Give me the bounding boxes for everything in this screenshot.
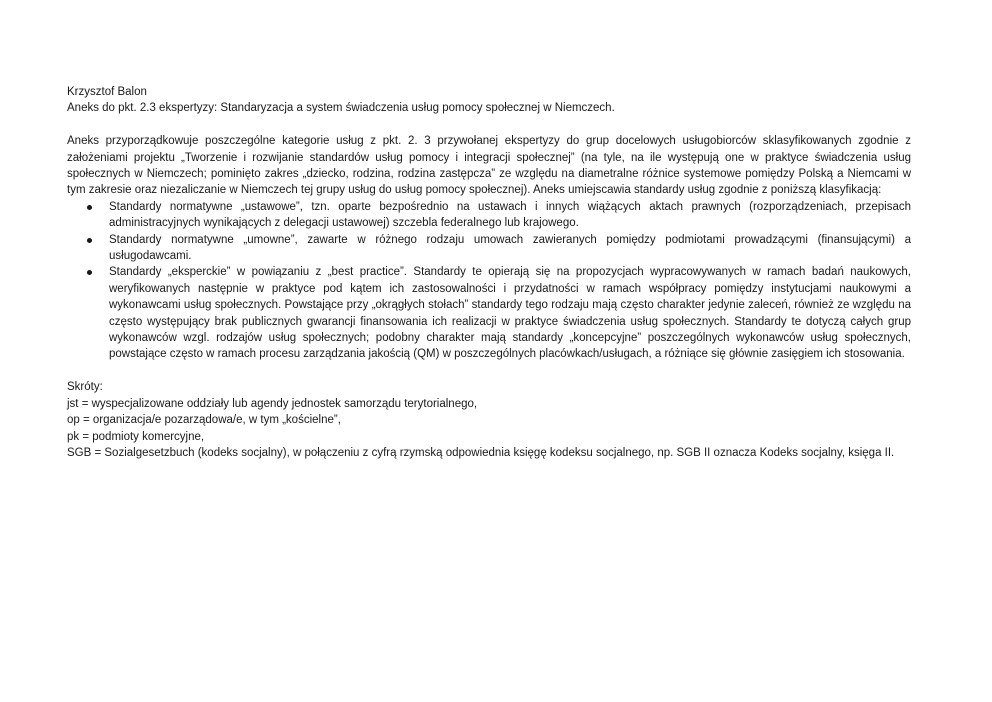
document-title: Aneks do pkt. 2.3 ekspertyzy: Standaryzacja a system świadczenia usług pomocy społecznej w Niemczech. bbox=[67, 102, 615, 115]
paragraph-spacer bbox=[67, 117, 911, 133]
list-item bbox=[67, 264, 911, 362]
list-item bbox=[67, 232, 911, 265]
bullet-icon bbox=[87, 205, 92, 210]
author-name: Krzysztof Balon bbox=[67, 86, 147, 98]
paragraph-spacer bbox=[67, 363, 911, 379]
list-item-text: Standardy normatywne „ustawowe”, tzn. oparte bezpośrednio na ustawach i innych wiążących aktach prawnych (rozporządzeniach, przepisach administracyjnych wynikających z delegacji ustawowej) szczebla federalnego lub krajowego. bbox=[109, 200, 911, 230]
abbreviations-heading: Skróty: bbox=[67, 381, 103, 394]
intro-paragraph: Aneks przyporządkowuje poszczególne kategorie usług z pkt. 2. 3 przywołanej ekspertyzy do grup docelowych usługobiorców sklasyfikowanych zgodnie z założeniami projektu „Tworzenie i rozwijanie standardów usług pomocy i integracji społecznej” (na tyle, na ile występują one w praktyce świadczenia usług społecznych w Niemczech; pominięto zakres „dziecko, rodzina, rodzina zastępcza” ze względu na diametralne różnice systemowe pomiędzy Polską a Niemcami w tym zakresie oraz niezaliczanie w Niemczech tej grupy usług do usług pomocy społecznej). Aneks umiejscawia standardy usług zgodnie z poniższą klasyfikacją: bbox=[67, 135, 911, 197]
list-item bbox=[67, 199, 911, 232]
list-item-text: Standardy „eksperckie” w powiązaniu z „best practice”. Standardy te opierają się na propozycjach wypracowywanych w ramach badań naukowych, weryfikowanych następnie w praktyce pod kątem ich zastosowalności i przydatności w ramach współpracy pomiędzy instytucjami naukowymi a wykonawcami usług społecznych. Powstające przy „okrągłych stołach” standardy tego rodzaju mają często charakter jedynie zaleceń, również ze względu na często występujący brak publicznych gwarancji finansowania ich realizacji w praktyce świadczenia usług społecznych. Standardy te dotyczą całych grup wykonawców wzgl. rodzajów usług społecznych; podobny charakter mają standardy „koncepcyjne” poszczególnych wykonawców usług społecznych, powstające często w ramach procesu zarządzania jakością (QM) w poszczególnych placówkach/usługach, a różniące się głównie zasięgiem ich stosowania. bbox=[109, 266, 911, 361]
abbreviation-op: op = organizacja/e pozarządowa/e, w tym „kościelne”, bbox=[67, 414, 341, 427]
abbreviation-pk: pk = podmioty komercyjne, bbox=[67, 430, 205, 443]
list-item-text: Standardy normatywne „umowne”, zawarte w różnego rodzaju umowach zawieranych pomiędzy podmiotami prowadzącymi (finansującymi) a usługodawcami. bbox=[109, 233, 911, 263]
classification-list bbox=[67, 199, 911, 363]
abbreviation-jst: jst = wyspecjalizowane oddziały lub agendy jednostek samorządu terytorialnego, bbox=[67, 397, 478, 410]
abbreviation-sgb: SGB = Sozialgesetzbuch (kodeks socjalny), w połączeniu z cyfrą rzymską odpowiednia księgę kodeksu socjalnego, np. SGB II oznacza Kodeks socjalny, księga II. bbox=[67, 446, 895, 459]
bullet-icon bbox=[87, 270, 92, 275]
document-page bbox=[67, 84, 911, 461]
bullet-icon bbox=[87, 238, 92, 243]
